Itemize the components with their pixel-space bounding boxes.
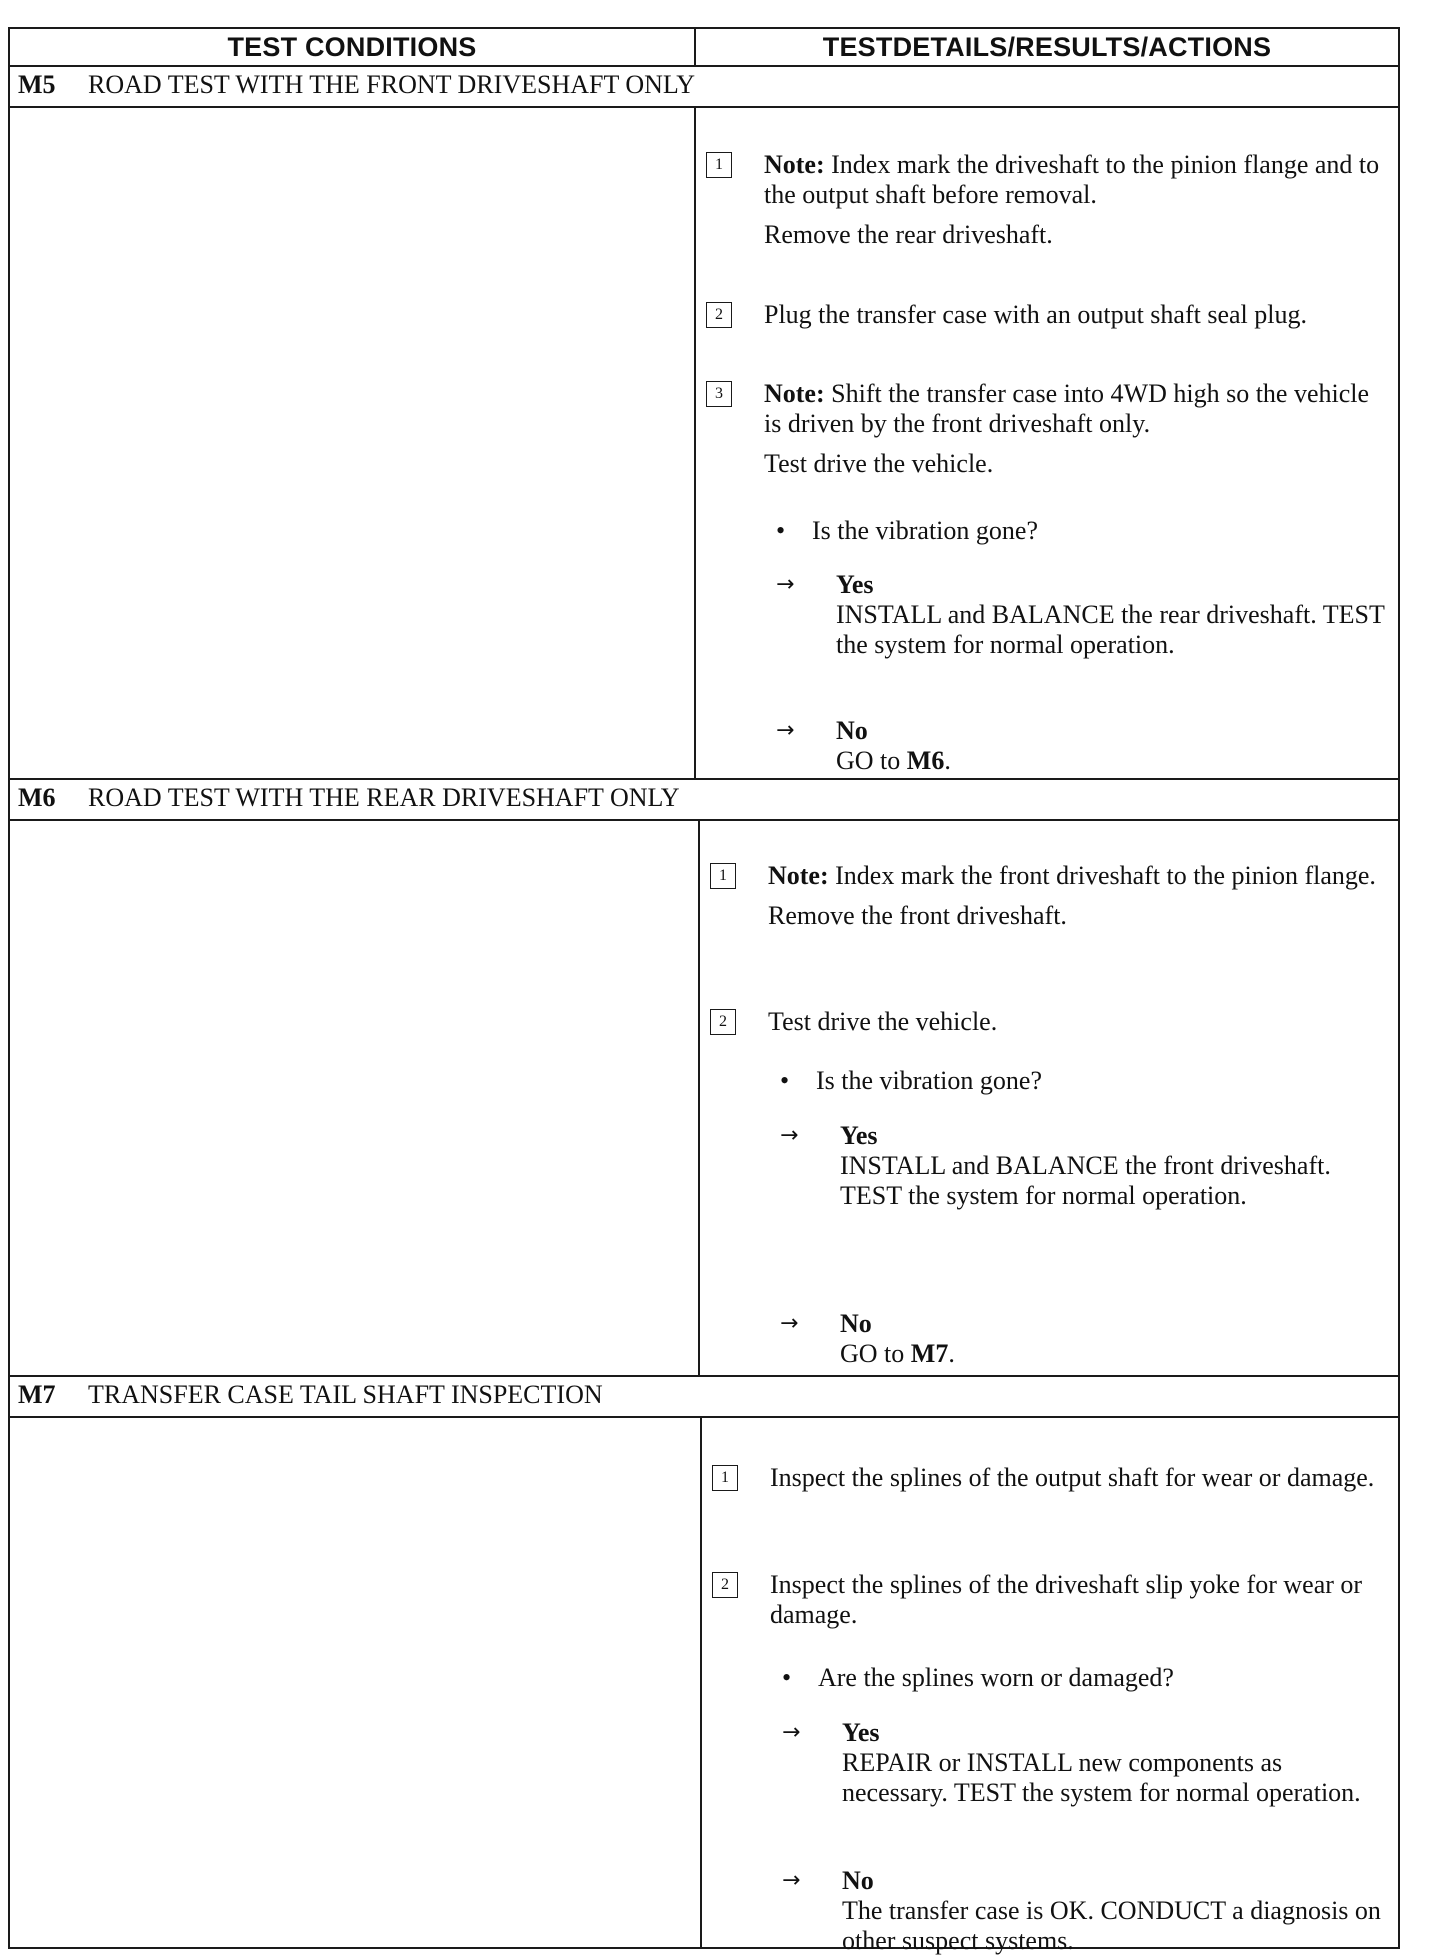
- section-m5-divider: [694, 106, 696, 778]
- header-test-conditions: TEST CONDITIONS: [227, 32, 477, 62]
- step-number-box: 2: [706, 302, 732, 328]
- step-subtext: Remove the rear driveshaft.: [764, 220, 1053, 249]
- step-body: Inspect the splines of the driveshaft slip yoke for wear or damage.: [770, 1570, 1363, 1629]
- diagnostic-table: [8, 27, 1400, 1955]
- arrow-right-icon: →: [776, 718, 795, 743]
- yes-text: REPAIR or INSTALL new components as necessary. TEST the system for normal operation.: [842, 1748, 1361, 1807]
- yes-label: Yes: [836, 570, 874, 599]
- step-text: [768, 1007, 1386, 1037]
- arrow-right-icon: →: [782, 1720, 801, 1745]
- no-label: No: [836, 716, 868, 745]
- yes-text: INSTALL and BALANCE the rear driveshaft. TEST the system for normal operation.: [836, 600, 1385, 659]
- step-body: Inspect the splines of the output shaft for wear or damage.: [770, 1463, 1375, 1492]
- question-m6: [780, 1066, 1386, 1096]
- bullet-icon: •: [776, 516, 786, 545]
- no-text-pre: GO to: [840, 1339, 911, 1368]
- step-body: Plug the transfer case with an output shaft seal plug.: [764, 300, 1307, 329]
- step-number-box: 2: [710, 1009, 736, 1035]
- arrow-right-icon: →: [776, 572, 795, 597]
- no-text-post: .: [944, 746, 951, 775]
- note-label: Note:: [764, 150, 825, 179]
- step-text: [764, 379, 1386, 479]
- bullet-icon: •: [782, 1663, 792, 1692]
- question-text: Are the splines worn or damaged?: [818, 1663, 1174, 1692]
- step-text: [768, 861, 1386, 931]
- section-m7-title: [10, 1375, 1398, 1415]
- step-subtext: Remove the front driveshaft.: [768, 901, 1067, 930]
- yes-text: INSTALL and BALANCE the front driveshaft. TEST the system for normal operation.: [840, 1151, 1331, 1210]
- arrow-right-icon: →: [782, 1868, 801, 1893]
- section-code: M7: [18, 1380, 56, 1409]
- question-text: Is the vibration gone?: [812, 516, 1038, 545]
- step-body: Shift the transfer case into 4WD high so the vehicle is driven by the front driveshaft only.: [764, 379, 1370, 438]
- step-text: [770, 1570, 1386, 1630]
- arrow-right-icon: →: [780, 1123, 799, 1148]
- header-divider: [694, 29, 696, 65]
- section-m6-details: [710, 819, 1398, 1375]
- yes-label: Yes: [842, 1718, 880, 1747]
- section-code: M6: [18, 783, 56, 812]
- step-subtext: Test drive the vehicle.: [764, 449, 994, 478]
- section-m5-details: [706, 106, 1398, 778]
- section-m7-divider: [700, 1416, 702, 1947]
- section-m7-details: [712, 1416, 1398, 1955]
- step-number-box: 2: [712, 1572, 738, 1598]
- no-label: No: [842, 1866, 874, 1895]
- no-text: The transfer case is OK. CONDUCT a diagnosis on other suspect systems.: [842, 1896, 1381, 1955]
- question-m7: [782, 1663, 1386, 1693]
- no-link-code: M6: [906, 746, 945, 775]
- section-m6-divider: [698, 819, 700, 1375]
- step-text: [770, 1463, 1386, 1493]
- yes-label: Yes: [840, 1121, 878, 1150]
- no-label: No: [840, 1309, 872, 1338]
- note-label: Note:: [764, 379, 825, 408]
- section-m5-title: [10, 65, 1398, 105]
- step-number-box: 3: [706, 381, 732, 407]
- header-test-details: TESTDETAILS/RESULTS/ACTIONS: [822, 32, 1272, 62]
- step-number-box: 1: [706, 152, 732, 178]
- step-text: [764, 150, 1386, 250]
- step-body: Index mark the driveshaft to the pinion flange and to the output shaft before removal.: [764, 150, 1380, 209]
- section-title-text: TRANSFER CASE TAIL SHAFT INSPECTION: [88, 1380, 603, 1409]
- section-title-text: ROAD TEST WITH THE FRONT DRIVESHAFT ONLY: [88, 70, 695, 99]
- section-m6-title: [10, 778, 1398, 818]
- note-label: Note:: [768, 861, 829, 890]
- arrow-right-icon: →: [780, 1311, 799, 1336]
- question-text: Is the vibration gone?: [816, 1066, 1042, 1095]
- section-code: M5: [18, 70, 56, 99]
- step-number-box: 1: [710, 863, 736, 889]
- bullet-icon: •: [780, 1066, 790, 1095]
- step-body: Index mark the front driveshaft to the pinion flange.: [835, 861, 1376, 890]
- step-text: [764, 300, 1386, 330]
- no-link-code: M7: [910, 1339, 949, 1368]
- section-title-text: ROAD TEST WITH THE REAR DRIVESHAFT ONLY: [88, 783, 680, 812]
- no-text-pre: GO to: [836, 746, 907, 775]
- question-m5: [776, 516, 1386, 546]
- no-text-post: .: [948, 1339, 955, 1368]
- step-number-box: 1: [712, 1465, 738, 1491]
- step-body: Test drive the vehicle.: [768, 1007, 998, 1036]
